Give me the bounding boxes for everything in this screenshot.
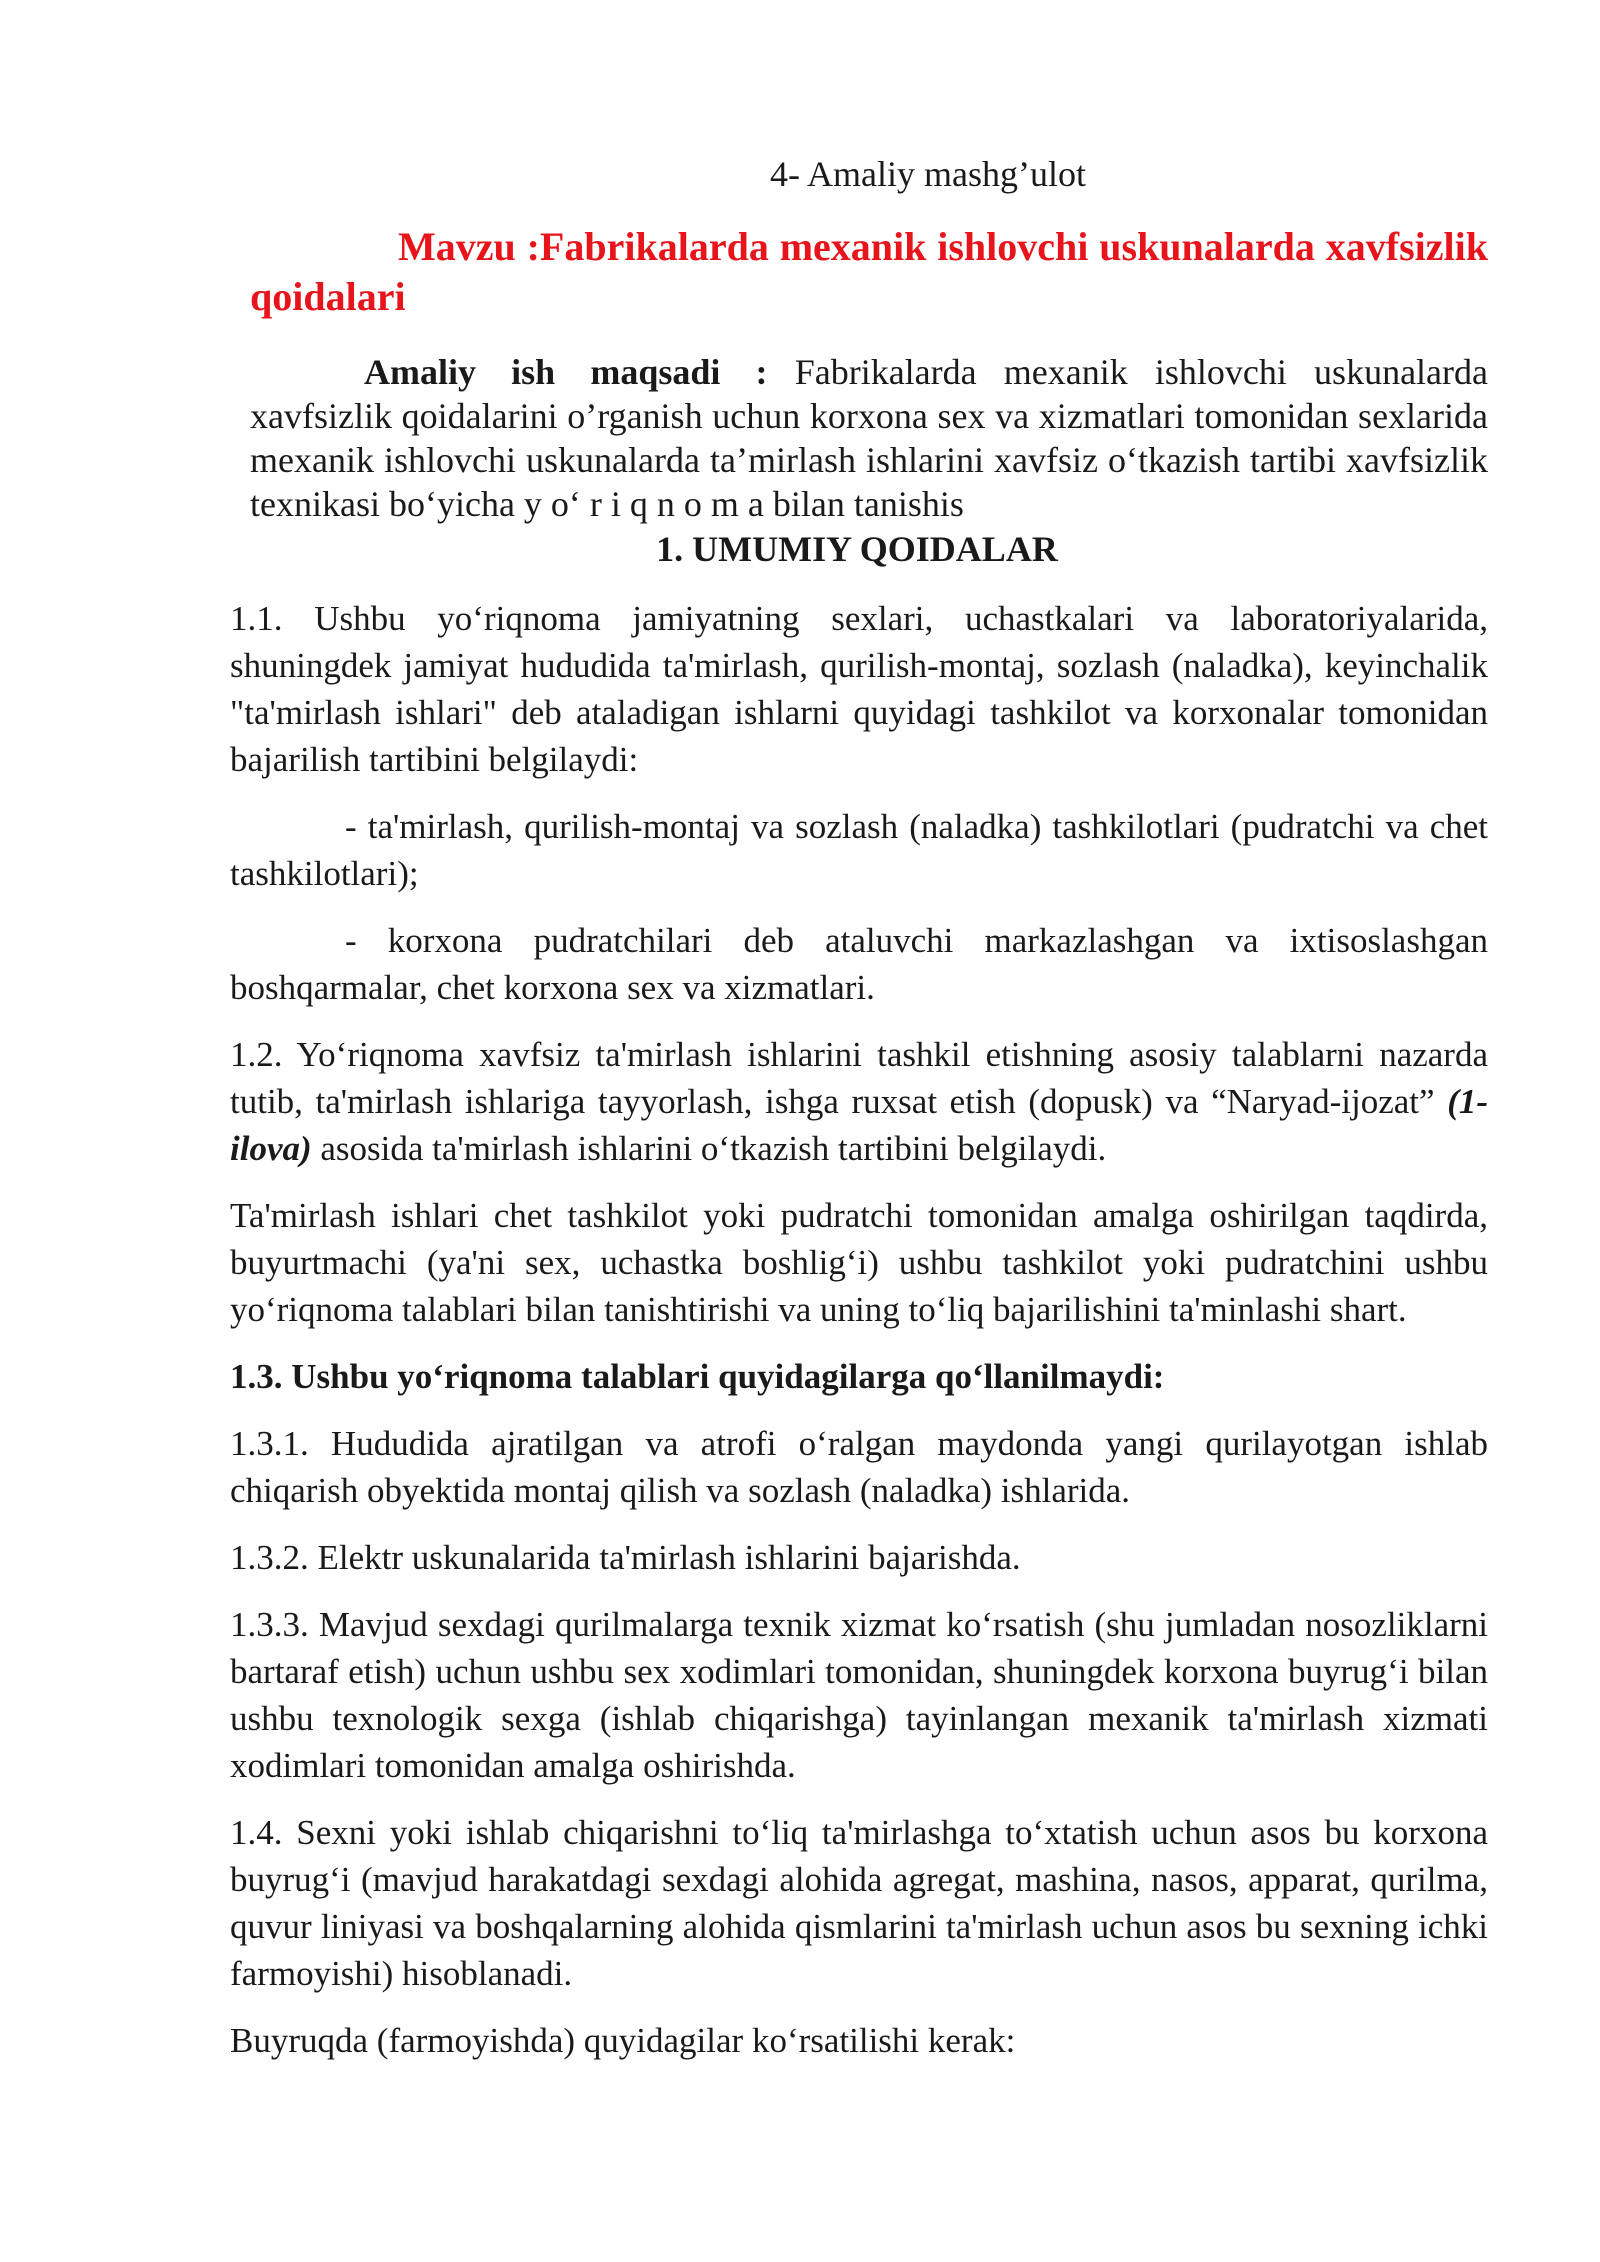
paragraph-1-4: 1.4. Sexni yoki ishlab chiqarishni to‘liq ta'mirlashga to‘xtatish uchun asos bu korxona buyrug‘i (mavjud harakatdagi sexdagi alohida agregat, mashina, nasos, apparat, qurilma, quvur liniyasi va boshqalarning alohida qismlarini ta'mirlash uchun asos bu sexning ichki farmoyishi) hisoblanadi. [230,1813,1488,1993]
paragraph-1-2 [230,1031,1488,1172]
list-item-departments: - korxona pudratchilari deb ataluvchi markazlashgan va ixtisoslashgan boshqarmalar, chet korxona sex va xizmatlari. [230,921,1488,1007]
appendix-reference: (1-ilova) [230,1082,1488,1168]
lesson-heading: 4- Amaliy mashg’ulot [770,154,1086,194]
paragraph-1-3-2: 1.3.2. Elektr uskunalarida ta'mirlash ishlarini bajarishda. [230,1538,1021,1577]
paragraph-1-2-end: asosida ta'mirlash ishlarini o‘tkazish tartibini belgilaydi. [311,1129,1107,1168]
purpose-label: Amaliy ish maqsadi : [364,352,768,392]
paragraph-1-1: 1.1. Ushbu yo‘riqnoma jamiyatning sexlari, uchastkalari va laboratoriyalarida, shuningdek jamiyat hududida ta'mirlash, qurilish-montaj, sozlash (naladka), keyinchalik "ta'mirlash ishlari" deb ataladigan ishlarni quyidagi tashkilot va korxonalar tomonidan bajarilish tartibini belgilaydi: [230,599,1488,779]
topic-title: Mavzu :Fabrikalarda mexanik ishlovchi uskunalarda xavfsizlik qoidalari [250,224,1488,319]
purpose-text: Fabrikalarda mexanik ishlovchi uskunalarda xavfsizlik qoidalarini o’rganish uchun korxona sex va xizmatlari tomonidan sexlarida mexanik ishlovchi uskunalarda ta’mirlash ishlarini xavfsiz o‘tkazish tartibi xavfsizlik texnikasi bo‘yicha y o‘ r i q n o m a bilan tanishis [250,352,1488,524]
section-title: 1. UMUMIY QOIDALAR [656,529,1058,569]
paragraph-1-3-heading: 1.3. Ushbu yo‘riqnoma talablari quyidagilarga qo‘llanilmaydi: [230,1357,1165,1396]
document-body [230,595,1488,2084]
paragraph-1-3-1: 1.3.1. Hududida ajratilgan va atrofi o‘ralgan maydonda yangi qurilayotgan ishlab chiqarish obyektida montaj qilish va sozlash (naladka) ishlarida. [230,1424,1488,1510]
paragraph-order-requirements: Buyruqda (farmoyishda) quyidagilar ko‘rsatilishi kerak: [230,2021,1016,2060]
paragraph-1-2-text: 1.2. Yo‘riqnoma xavfsiz ta'mirlash ishlarini tashkil etishning asosiy talablarni nazarda tutib, ta'mirlash ishlariga tayyorlash, ishga ruxsat etish (dopusk) va “Naryad-ijozat” [230,1035,1488,1121]
list-item-contractors: - ta'mirlash, qurilish-montaj va sozlash (naladka) tashkilotlari (pudratchi va chet tashkilotlari); [230,807,1488,893]
paragraph-1-3-3: 1.3.3. Mavjud sexdagi qurilmalarga texnik xizmat ko‘rsatish (shu jumladan nosozliklarni bartaraf etish) uchun ushbu sex xodimlari tomonidan, shuningdek korxona buyrug‘i bilan ushbu texnologik sexga (ishlab chiqarishga) tayinlangan mexanik ta'mirlash xizmati xodimlari tomonidan amalga oshirishda. [230,1605,1488,1785]
paragraph-contractor-note: Ta'mirlash ishlari chet tashkilot yoki pudratchi tomonidan amalga oshirilgan taqdirda, buyurtmachi (ya'ni sex, uchastka boshlig‘i) ushbu tashkilot yoki pudratchini ushbu yo‘riqnoma talablari bilan tanishtirishi va uning to‘liq bajarilishini ta'minlashi shart. [230,1196,1488,1329]
purpose-paragraph [250,350,1488,526]
